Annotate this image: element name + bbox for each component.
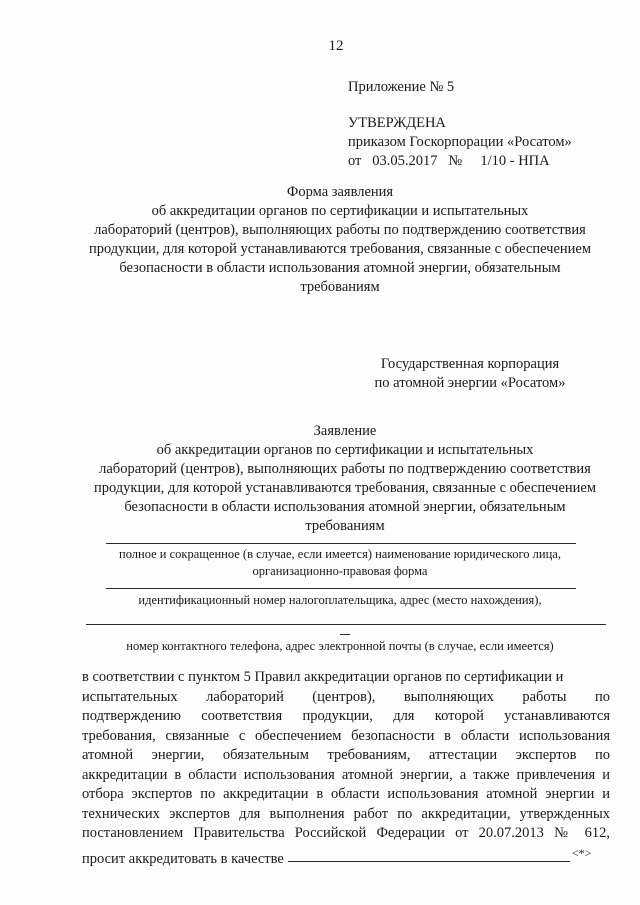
accreditation-type-fill-line[interactable] xyxy=(288,847,570,862)
inn-fill-line[interactable] xyxy=(106,588,576,589)
statement-body xyxy=(82,668,610,869)
page-number: 12 xyxy=(328,38,344,54)
footnote-mark: <*> xyxy=(571,845,592,860)
statement-title-line: об аккредитации органов по сертификации и испытательных xyxy=(156,442,534,458)
statement-title-line: требованиям xyxy=(305,518,385,534)
approval-block xyxy=(348,78,572,171)
statement-title xyxy=(80,422,610,536)
statement-title-line: безопасности в области использования атомной энергии, обязательным xyxy=(124,499,566,515)
form-title-line: об аккредитации органов по сертификации и испытательных xyxy=(151,203,529,219)
form-title-line: продукции, для которой устанавливаются требования, связанные с обеспечением xyxy=(88,241,592,257)
recipient-line: по атомной энергии «Росатом» xyxy=(374,375,566,391)
body-line: подтверждению соответствия продукции, для которой устанавливаются xyxy=(82,708,610,724)
body-line: в соответствии с пунктом 5 Правил аккредитации органов по сертификации и xyxy=(82,669,564,685)
recipient-block xyxy=(330,355,610,393)
form-title xyxy=(70,183,610,297)
appendix-label: Приложение № 5 xyxy=(348,79,455,95)
body-line: испытательных лабораторий (центров), выполняющих работы по xyxy=(82,688,610,705)
body-line: аккредитации в области использования атомной энергии, а также привлечения и xyxy=(82,766,610,783)
order-label: приказом Госкорпорации «Росатом» xyxy=(348,134,572,150)
dash-mark xyxy=(340,634,350,635)
body-line: атомной энергии, обязательным требованиям, аттестации экспертов по xyxy=(82,747,610,763)
statement-title-line: лабораторий (центров), выполняющих работы по подтверждению соответствия xyxy=(99,461,591,477)
body-line: отбора экспертов по аккредитации в области использования атомной энергии и xyxy=(82,786,610,802)
name-fill-line[interactable] xyxy=(106,543,576,544)
form-title-line: требованиям xyxy=(300,279,380,295)
address-fill-line[interactable] xyxy=(86,624,606,625)
body-line: технических экспертов для выполнения работ по аккредитации, утвержденных xyxy=(82,805,610,822)
inn-hint: идентификационный номер налогоплательщика, адрес (место нахождения), xyxy=(138,593,542,607)
statement-title-line: продукции, для которой устанавливаются требования, связанные с обеспечением xyxy=(93,480,597,496)
form-title-line: безопасности в области использования атомной энергии, обязательным xyxy=(119,260,561,276)
body-line: требования, связанные с обеспечением безопасности в области использования xyxy=(82,727,610,744)
statement-title-line: Заявление xyxy=(313,423,377,439)
form-title-line: Форма заявления xyxy=(286,184,394,200)
order-date-line: от 03.05.2017 № 1/10 - НПА xyxy=(348,153,550,169)
body-last-line xyxy=(82,844,610,869)
recipient-line: Государственная корпорация xyxy=(380,356,560,372)
form-title-line: лабораторий (центров), выполняющих работы по подтверждению соответствия xyxy=(94,222,586,238)
contact-hint: номер контактного телефона, адрес электронной почты (в случае, если имеется) xyxy=(126,639,554,653)
name-hint: полное и сокращенное (в случае, если имеется) наименование юридического лица, xyxy=(119,547,561,561)
body-line: постановлением Правительства Российской Федерации от 20.07.2013 № 612, xyxy=(82,825,610,841)
approved-label: УТВЕРЖДЕНА xyxy=(348,115,446,131)
body-line: просит аккредитовать в качестве xyxy=(82,850,284,867)
name-hint-2: организационно-правовая форма xyxy=(252,564,428,578)
